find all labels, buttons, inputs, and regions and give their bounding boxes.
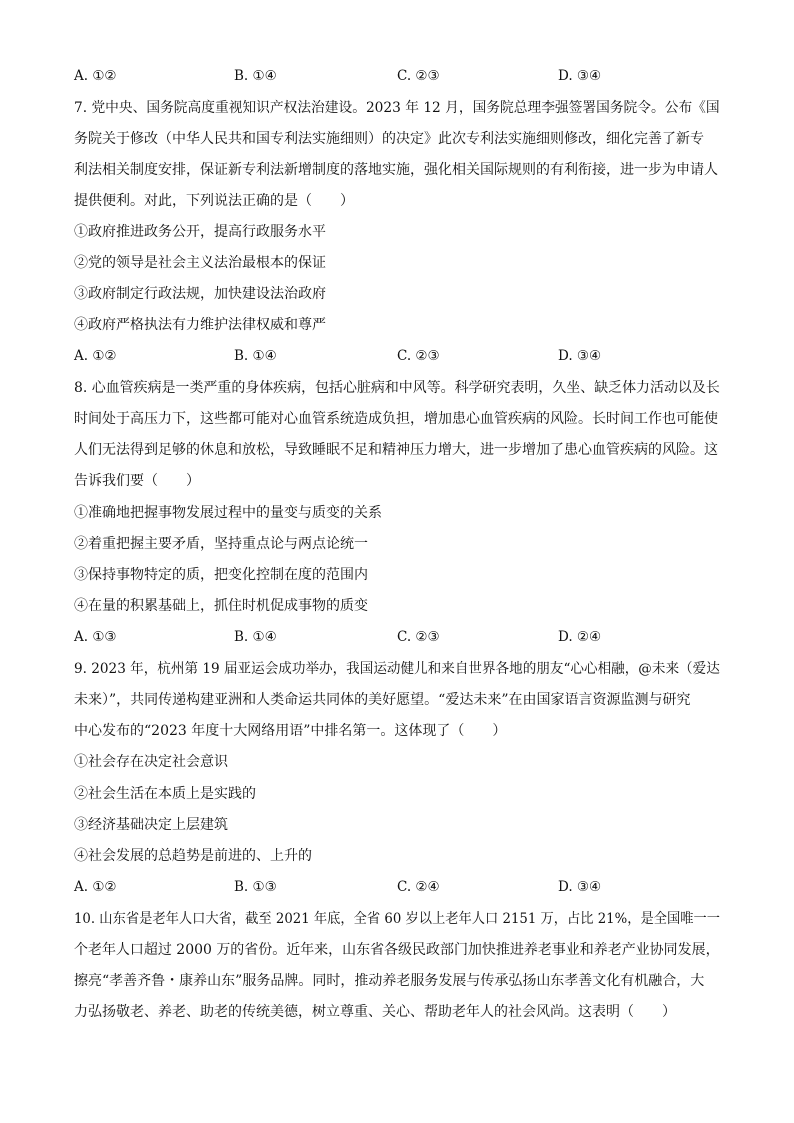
q7-stem-line: 务院关于修改（中华人民共和国专利法实施细则）的决定》此次专利法实施细则修改，细化完善了新专: [74, 131, 704, 147]
q9-stem-line: 9. 2023 年，杭州第 19 届亚运会成功举办，我国运动健儿和来自世界各地的朋友“心心相融，@未来（爱达: [74, 661, 720, 677]
q9-statement: ②社会生活在本质上是实践的: [74, 786, 256, 802]
q8-stem-line: 人们无法得到足够的休息和放松，导致睡眠不足和精神压力增大，进一步增加了患心血管疾病的风险。这: [74, 442, 718, 458]
q10-stem-line: 10. 山东省是老年人口大省，截至 2021 年底，全省 60 岁以上老年人口 2151 万，占比 21%，是全国唯一一: [74, 911, 721, 927]
q8-stem-line: 告诉我们要（ ）: [74, 473, 200, 489]
q6-option-b: B. ①④: [234, 68, 277, 84]
q9-option-c: C. ②④: [397, 879, 440, 895]
q8-option-b: B. ①④: [234, 629, 277, 645]
q8-stem-line: 时间处于高压力下，这些都可能对心血管系统造成负担，增加患心血管疾病的风险。长时间工作也可能使: [74, 411, 718, 427]
q8-statement: ②着重把握主要矛盾，坚持重点论与两点论统一: [74, 536, 368, 552]
q8-option-c: C. ②③: [397, 629, 440, 645]
q9-statement: ①社会存在决定社会意识: [74, 754, 228, 770]
q8-stem-line: 8. 心血管疾病是一类严重的身体疾病，包括心脏病和中风等。科学研究表明，久坐、缺乏体力活动以及长: [74, 380, 720, 396]
q7-statement: ②党的领导是社会主义法治最根本的保证: [74, 255, 326, 271]
q10-stem-line: 力弘扬敬老、养老、助老的传统美德，树立尊重、关心、帮助老年人的社会风尚。这表明（ ）: [74, 1004, 676, 1020]
q9-option-d: D. ③④: [558, 879, 602, 895]
q7-statement: ①政府推进政务公开，提高行政服务水平: [74, 224, 326, 240]
q7-option-b: B. ①④: [234, 348, 277, 364]
q7-option-c: C. ②③: [397, 348, 440, 364]
q9-stem-line: 中心发布的“2023 年度十大网络用语”中排名第一。这体现了（ ）: [74, 723, 507, 739]
q6-option-c: C. ②③: [397, 68, 440, 84]
q10-stem-line: 个老年人口超过 2000 万的省份。近年来，山东省各级民政部门加快推进养老事业和养老产业协同发展，: [74, 942, 720, 958]
q7-option-d: D. ③④: [558, 348, 602, 364]
q9-statement: ③经济基础决定上层建筑: [74, 817, 228, 833]
q7-statement: ④政府严格执法有力维护法律权威和尊严: [74, 317, 326, 333]
q7-stem-line: 提供便利。对此，下列说法正确的是（ ）: [74, 193, 354, 209]
q9-option-b: B. ①③: [234, 879, 277, 895]
q6-option-d: D. ③④: [558, 68, 602, 84]
q10-stem-line: 擦亮“孝善齐鲁・康养山东”服务品牌。同时，推动养老服务发展与传承弘扬山东孝善文化有机融合，大: [74, 973, 705, 989]
q9-option-a: A. ①②: [74, 879, 117, 895]
q8-option-a: A. ①③: [74, 629, 117, 645]
q9-statement: ④社会发展的总趋势是前进的、上升的: [74, 848, 312, 864]
q7-stem-line: 利法相关制度安排，保证新专利法新增制度的落地实施，强化相关国际规则的有利衔接，进一步为申请人: [74, 162, 718, 178]
q9-stem-line: 未来）”，共同传递构建亚洲和人类命运共同体的美好愿望。“爱达未来”在由国家语言资源监测与研究: [74, 692, 691, 708]
q8-statement: ①准确地把握事物发展过程中的量变与质变的关系: [74, 505, 382, 521]
q7-stem-line: 7. 党中央、国务院高度重视知识产权法治建设。2023 年 12 月，国务院总理李强签署国务院令。公布《国: [74, 100, 720, 116]
q8-statement: ③保持事物特定的质，把变化控制在度的范围内: [74, 567, 368, 583]
q6-option-a: A. ①②: [74, 68, 117, 84]
q8-option-d: D. ②④: [558, 629, 602, 645]
q7-option-a: A. ①②: [74, 348, 117, 364]
q7-statement: ③政府制定行政法规，加快建设法治政府: [74, 286, 326, 302]
q8-statement: ④在量的积累基础上，抓住时机促成事物的质变: [74, 598, 368, 614]
